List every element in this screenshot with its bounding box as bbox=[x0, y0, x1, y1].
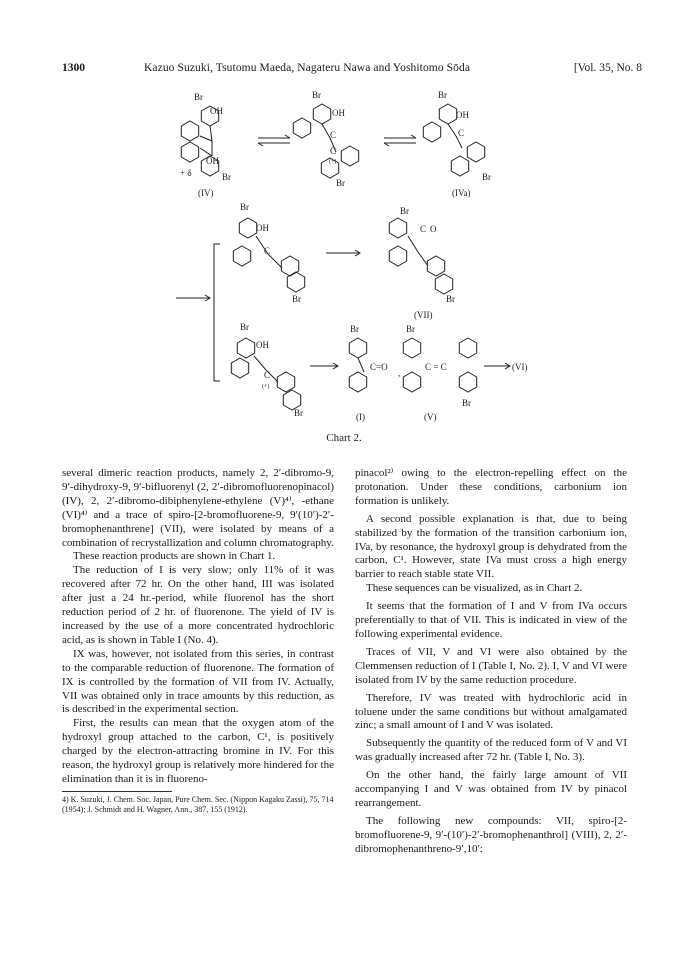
left-paragraph-1: several dimeric reaction products, namely 2, 2′-dibromo-9, 9′-dihydroxy-9, 9′-bifluorenyl (2, 2′-dibromofluorenopinacol) (IV), 2, 2′-dibromo-dibiphenylene-ethylene (V)⁴⁾, -ethane (VI)⁴⁾ and a trace of spiro-[2-bromofluorene-9, 9′(10′)-2′-bromophenanthrene] (VII), were isolated by means of a combination of recrystallization and column chromatography. bbox=[62, 467, 334, 549]
i-br: Br bbox=[350, 324, 359, 334]
chart-caption: Chart 2. bbox=[326, 432, 362, 444]
arrow-to-vi bbox=[484, 363, 510, 369]
right-paragraph-4: It seems that the formation of I and V from IVa occurs preferentially to that of VII. This is indicated in view of the following experimental evidence. bbox=[355, 600, 627, 640]
mid-br-bottom: Br bbox=[336, 178, 345, 188]
reaction-bracket bbox=[176, 244, 220, 381]
right-paragraph-1: pinacol²⁾ owing to the electron-repelling effect on the protonation. Under these conditions, carbonium ion formation is unlikely. bbox=[355, 467, 627, 507]
right-paragraph-6: Therefore, IV was treated with hydrochloric acid in toluene under the same conditions but without amalgamated zinc; a small amount of I and V was isolated. bbox=[355, 691, 627, 732]
volume-info: [Vol. 35, No. 8 bbox=[573, 62, 642, 74]
running-header bbox=[62, 62, 642, 80]
chart-2-scheme bbox=[0, 86, 688, 431]
mid-plus: (+) bbox=[329, 159, 337, 165]
right-paragraph-2: A second possible explanation is that, due to being stabilized by the formation of the transition carbonium ion, IVa, by resonance, the hydroxyl group is dehydrated from the carbon, C¹. However, state IVa must cross a high energy barrier to reach stable state VII. bbox=[355, 512, 627, 581]
structure-i bbox=[349, 338, 366, 392]
label-vii: (VII) bbox=[414, 310, 433, 320]
up-oh: OH bbox=[256, 223, 269, 233]
left-column bbox=[62, 467, 334, 815]
right-paragraph-7: Subsequently the quantity of the reduced form of V and VI was gradually increased after 72 hr. (Table I, No. 3). bbox=[355, 737, 627, 764]
iva-oh: OH bbox=[456, 110, 469, 120]
iv-br-bottom: Br bbox=[222, 172, 231, 182]
right-paragraph-9: The following new compounds: VII, spiro-[2-bromofluorene-9, 9′-(10′)-2′-bromophenanthrol] (VIII), 2, 2′-dibromophenanthreno-9′,10′: bbox=[355, 814, 627, 855]
iva-br-top: Br bbox=[438, 90, 447, 100]
vii-c: C bbox=[420, 224, 427, 234]
left-paragraph-4: IX was, however, not isolated from this series, in contrast to the comparable reduction of fluorenone. The formation of IX is controlled by the formation of VII from IV. Actually, VII was obtained only in trace amounts by this reduction, as is described in the experimental section. bbox=[62, 647, 334, 716]
up-c: C bbox=[264, 246, 271, 256]
label-v: (V) bbox=[424, 412, 437, 422]
footnote-4: 4) K. Suzuki, J. Chem. Soc. Japan, Pure Chem. Sec. (Nippon Kagaku Zassi), 75, 714 (1954); J. Schmidt and H. Wagner, Ann., 387, 155 (1912). bbox=[62, 794, 334, 814]
v-comma: , bbox=[398, 368, 401, 378]
v-br-bottom: Br bbox=[462, 398, 471, 408]
left-paragraph-3: The reduction of I is very slow; only 11% of it was recovered after 72 hr. On the other hand, III was isolated after just a 24 hr.-period, while fluorenol has the short reduction period of 2 hr. of fluorenone. The yield of IV is increased by the use of a more concentrated hydrochloric acid, as is shown in Table I (No. 4). bbox=[62, 564, 334, 646]
page-number: 1300 bbox=[62, 62, 85, 74]
structure-carbonium bbox=[293, 104, 358, 178]
right-paragraph-5: Traces of VII, V and VI were also obtained by the Clemmensen reduction of I (Table I, No. 2). I, V and VI were isolated from IV by the same reduction procedure. bbox=[355, 645, 627, 686]
equilibrium-arrow-1 bbox=[258, 135, 290, 146]
iv-oh-top: OH bbox=[210, 106, 223, 116]
low-br-top: Br bbox=[240, 322, 249, 332]
equilibrium-arrow-2 bbox=[384, 135, 416, 146]
arrow-to-i bbox=[310, 363, 338, 369]
structure-iva bbox=[423, 104, 484, 176]
up-br-top: Br bbox=[240, 202, 249, 212]
low-oh: OH bbox=[256, 340, 269, 350]
vii-br-top: Br bbox=[400, 206, 409, 216]
mid-oh: OH bbox=[332, 108, 345, 118]
v-cc: C = C bbox=[425, 362, 447, 372]
mid-c1: C bbox=[330, 130, 337, 140]
low-br-bottom: Br bbox=[294, 408, 303, 418]
iv-oh-bottom: OH bbox=[206, 156, 219, 166]
label-iv: (IV) bbox=[198, 188, 214, 198]
label-vi: (VI) bbox=[512, 362, 528, 372]
label-iva: (IVa) bbox=[452, 188, 471, 198]
left-paragraph-2: These reaction products are shown in Chart 1. bbox=[73, 550, 276, 563]
vii-br-bottom: Br bbox=[446, 294, 455, 304]
right-paragraph-3: These sequences can be visualized, as in Chart 2. bbox=[366, 582, 583, 595]
running-authors: Kazuo Suzuki, Tsutomu Maeda, Nagateru Nawa and Yoshitomo Sōda bbox=[144, 62, 471, 74]
low-plus: (+) bbox=[262, 384, 270, 390]
iv-br-top: Br bbox=[194, 92, 203, 102]
iva-br-bottom: Br bbox=[482, 172, 491, 182]
label-i: (I) bbox=[356, 412, 365, 422]
right-paragraph-8: On the other hand, the fairly large amount of VII accompanying I and V was obtained from IV by pinacol rearrangement. bbox=[355, 769, 627, 809]
i-co: C=O bbox=[370, 362, 388, 372]
v-br-top: Br bbox=[406, 324, 415, 334]
mid-c2: C bbox=[330, 146, 337, 156]
left-paragraph-5: First, the results can mean that the oxygen atom of the hydroxyl group attached to the carbon, C¹, is positively charged by the electron-attracting bromine in IV. For this reason, the hydroxyl group is relatively more hindered for the elimination than it is in fluoreno- bbox=[62, 717, 334, 785]
mid-br-top: Br bbox=[312, 90, 321, 100]
right-column bbox=[355, 467, 627, 857]
arrow-to-vii bbox=[326, 250, 360, 256]
vii-o: O bbox=[430, 224, 437, 234]
iva-c: C bbox=[458, 128, 465, 138]
iv-delta: + δ bbox=[180, 168, 192, 178]
low-c: C bbox=[264, 370, 271, 380]
up-br-bottom: Br bbox=[292, 294, 301, 304]
